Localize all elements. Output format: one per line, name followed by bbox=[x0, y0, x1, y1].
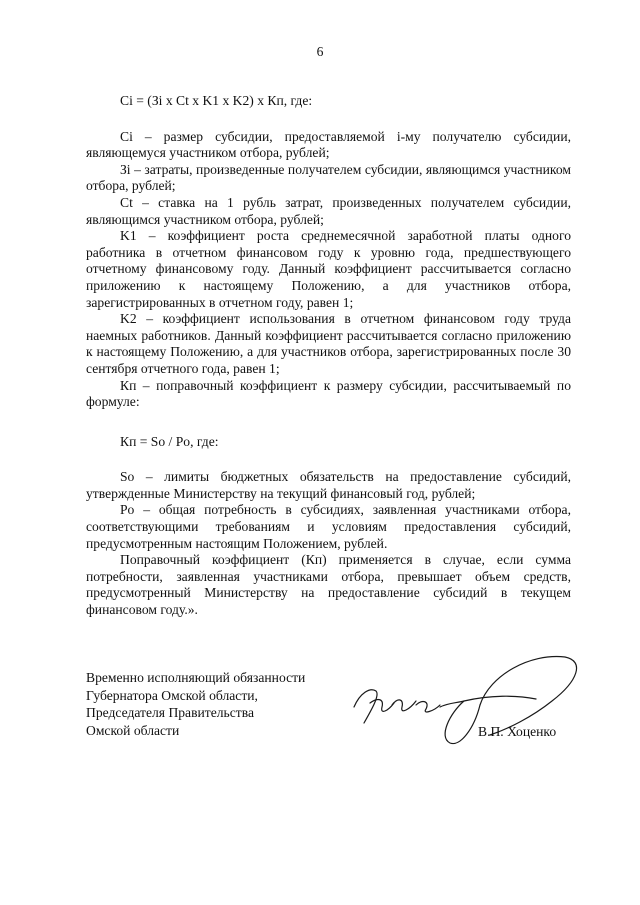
definition-paragraph: Зi – затраты, произведенные получателем субсидии, являющимся участником отбора, рублей; bbox=[86, 161, 571, 194]
definition-paragraph: Кп – поправочный коэффициент к размеру субсидии, рассчитываемый по формуле: bbox=[86, 377, 571, 410]
formula-main: Ci = (Зi x Ct x K1 x K2) x Кп, где: bbox=[120, 93, 313, 108]
signatory-title-line: Временно исполняющий обязанности bbox=[86, 670, 306, 685]
definition-paragraph: Ci – размер субсидии, предоставляемой i-му получателю субсидии, являющемуся участником отбора, рублей; bbox=[86, 128, 571, 161]
document-body bbox=[86, 93, 571, 619]
definition-paragraph: K1 – коэффициент роста среднемесячной заработной платы одного работника в отчетном финансовом году к уровню года, предшествующего отчетному финансовому году. Данный коэффициент рассчитывается согласно приложению к настоящему Положению, а для участников отбора, зарегистрированных в отчетном году, равен 1; bbox=[86, 228, 571, 310]
definition-paragraph: K2 – коэффициент использования в отчетном финансовом году труда наемных работников. Данный коэффициент рассчитывается согласно приложению к настоящему Положению, а для участников отбора, зарегистрированных после 30 сентября отчетного года, равен 1; bbox=[86, 311, 571, 376]
signatory-title-line: Председателя Правительства bbox=[86, 705, 254, 720]
signer-name: В.П. Хоценко bbox=[478, 724, 557, 739]
signatory-title bbox=[86, 669, 346, 739]
definition-paragraph: Ct – ставка на 1 рубль затрат, произведенных получателем субсидии, являющимся участником отбора, рублей; bbox=[86, 194, 571, 227]
signatory-title-line: Омской области bbox=[86, 722, 180, 738]
definition-paragraph: So – лимиты бюджетных обязательств на предоставление субсидий, утвержденные Министерству на текущий финансовый год, рублей; bbox=[86, 469, 571, 501]
formula-kp: Кп = So / Po, где: bbox=[120, 433, 219, 449]
closing-paragraph: Поправочный коэффициент (Кп) применяется в случае, если сумма потребности, заявленная участниками отбора, превышает объем средств, предусмотренный Министерству на предоставление субсидий в текущем финансовом году.». bbox=[86, 552, 571, 618]
page-number: 6 bbox=[316, 44, 324, 59]
definition-paragraph: Po – общая потребность в субсидиях, заявленная участниками отбора, соответствующими требованиям и условиям предоставления субсидий, предусмотренным настоящим Положением, рублей. bbox=[86, 502, 571, 551]
signatory-title-line: Губернатора Омской области, bbox=[86, 687, 258, 703]
